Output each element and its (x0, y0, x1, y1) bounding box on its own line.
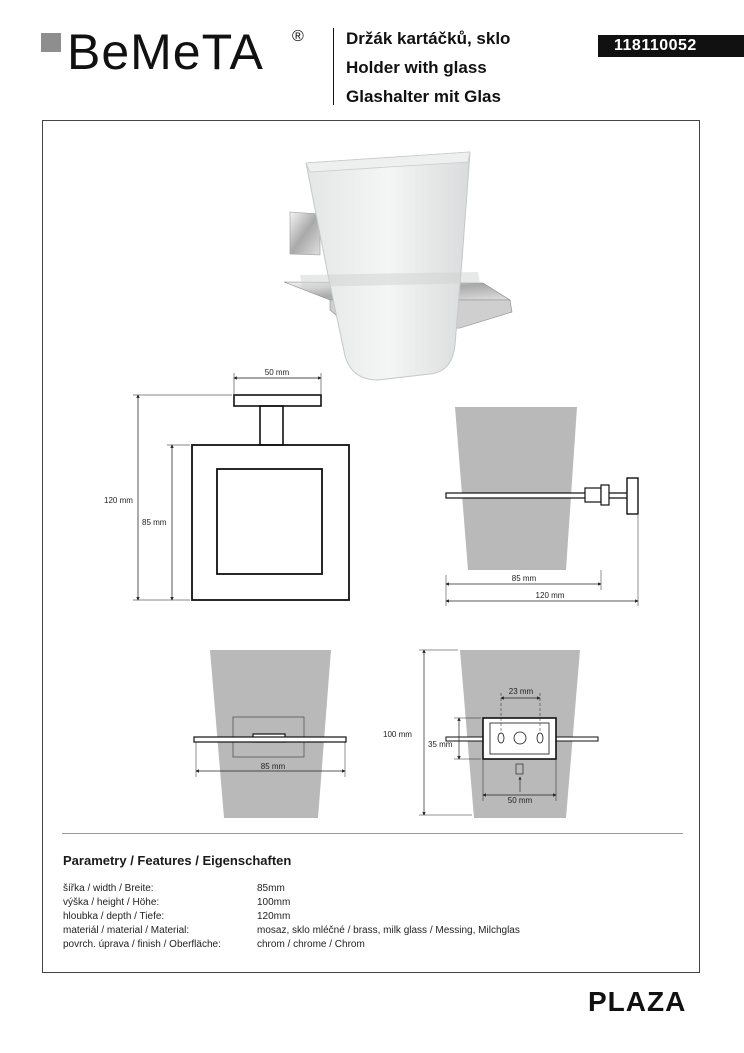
spec-label-width: šířka / width / Breite: (63, 883, 154, 894)
product-photo (284, 152, 512, 380)
title-german: Glashalter mit Glas (346, 87, 501, 106)
series-name: PLAZA (588, 986, 687, 1017)
spec-label-depth: hloubka / depth / Tiefe: (63, 911, 165, 922)
mount-view (419, 650, 598, 818)
features-heading: Parametry / Features / Eigenschaften (63, 853, 292, 868)
title-czech: Držák kartáčků, sklo (346, 29, 511, 48)
mount-height-label: 100 mm (383, 730, 412, 739)
mount-plate-width-label: 50 mm (507, 796, 533, 805)
front-view (133, 373, 349, 600)
title-english: Holder with glass (346, 58, 487, 77)
spec-value-material: mosaz, sklo mléčné / brass, milk glass / Messing, Milchglas (257, 925, 520, 936)
front-total-height-label: 120 mm (104, 496, 133, 505)
spec-label-material: materiál / material / Material: (63, 925, 190, 936)
spec-value-width: 85mm (257, 883, 285, 894)
mount-plate-height-label: 35 mm (428, 740, 453, 749)
brand-logo: BeMeTA (67, 24, 264, 80)
spec-label-finish: povrch. úprava / finish / Oberfläche: (63, 939, 221, 950)
side-total-depth-label: 120 mm (535, 591, 565, 600)
spec-value-height: 100mm (257, 897, 291, 908)
front-width-label: 50 mm (264, 368, 290, 377)
spec-value-depth: 120mm (257, 911, 291, 922)
spec-value-finish: chrom / chrome / Chrom (257, 939, 365, 950)
top-view (194, 650, 346, 818)
registered-mark: ® (292, 28, 304, 45)
product-code-badge: 118110052 (598, 35, 744, 57)
features-divider (62, 833, 683, 834)
mount-hole-spacing-label: 23 mm (508, 687, 534, 696)
top-width-label: 85 mm (260, 762, 286, 771)
front-height-label: 85 mm (142, 518, 167, 527)
side-view (446, 407, 638, 606)
side-depth-label: 85 mm (511, 574, 537, 583)
spec-label-height: výška / height / Höhe: (63, 897, 160, 908)
